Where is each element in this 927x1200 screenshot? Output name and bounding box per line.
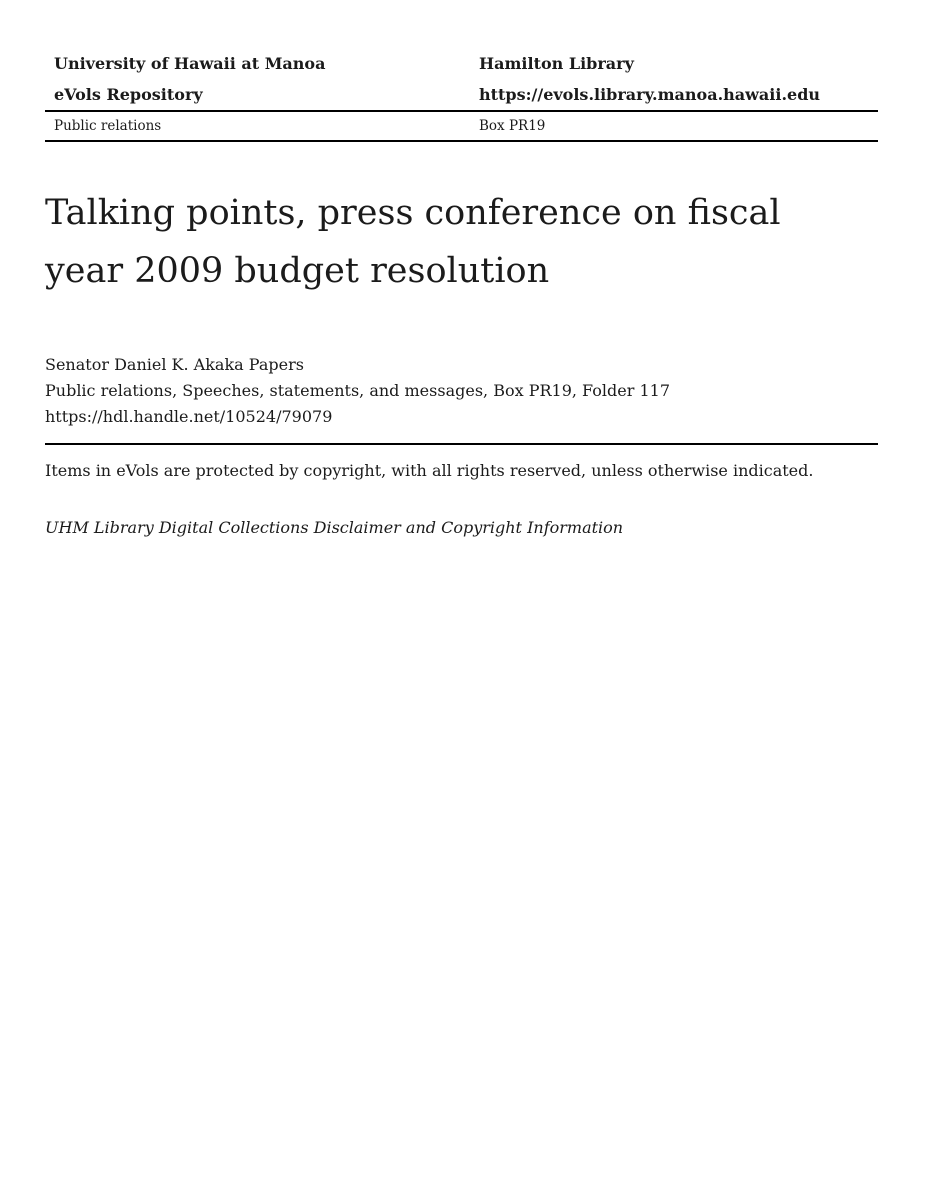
repository-name: eVols Repository — [54, 85, 203, 104]
subrow-left-column — [45, 112, 470, 140]
page-content — [45, 0, 878, 540]
disclaimer-link[interactable]: UHM Library Digital Collections Disclaimer and Copyright Information — [45, 518, 624, 537]
category-label: Public relations — [54, 118, 162, 134]
handle-url-link[interactable]: https://hdl.handle.net/10524/79079 — [45, 407, 333, 426]
collection-line: Senator Daniel K. Akaka Papers — [45, 355, 304, 374]
subrow-right-column — [470, 112, 878, 140]
document-title: Talking points, press conference on fiscal year 2009 budget resolution — [45, 193, 781, 291]
header-left-column — [45, 48, 470, 110]
header-right-column — [470, 48, 878, 110]
header-subrow — [45, 112, 878, 140]
item-metadata — [45, 352, 878, 430]
header — [45, 0, 878, 110]
library-name: Hamilton Library — [479, 54, 634, 73]
institution-name: University of Hawaii at Manoa — [54, 54, 326, 73]
series-line: Public relations, Speeches, statements, and messages, Box PR19, Folder 117 — [45, 381, 670, 400]
repository-url-link[interactable]: https://evols.library.manoa.hawaii.edu — [479, 85, 821, 104]
header-divider-bottom — [45, 140, 878, 142]
footer-divider — [45, 443, 878, 445]
box-label: Box PR19 — [479, 118, 546, 134]
copyright-notice: Items in eVols are protected by copyright, with all rights reserved, unless otherwise indicated. — [45, 461, 814, 480]
